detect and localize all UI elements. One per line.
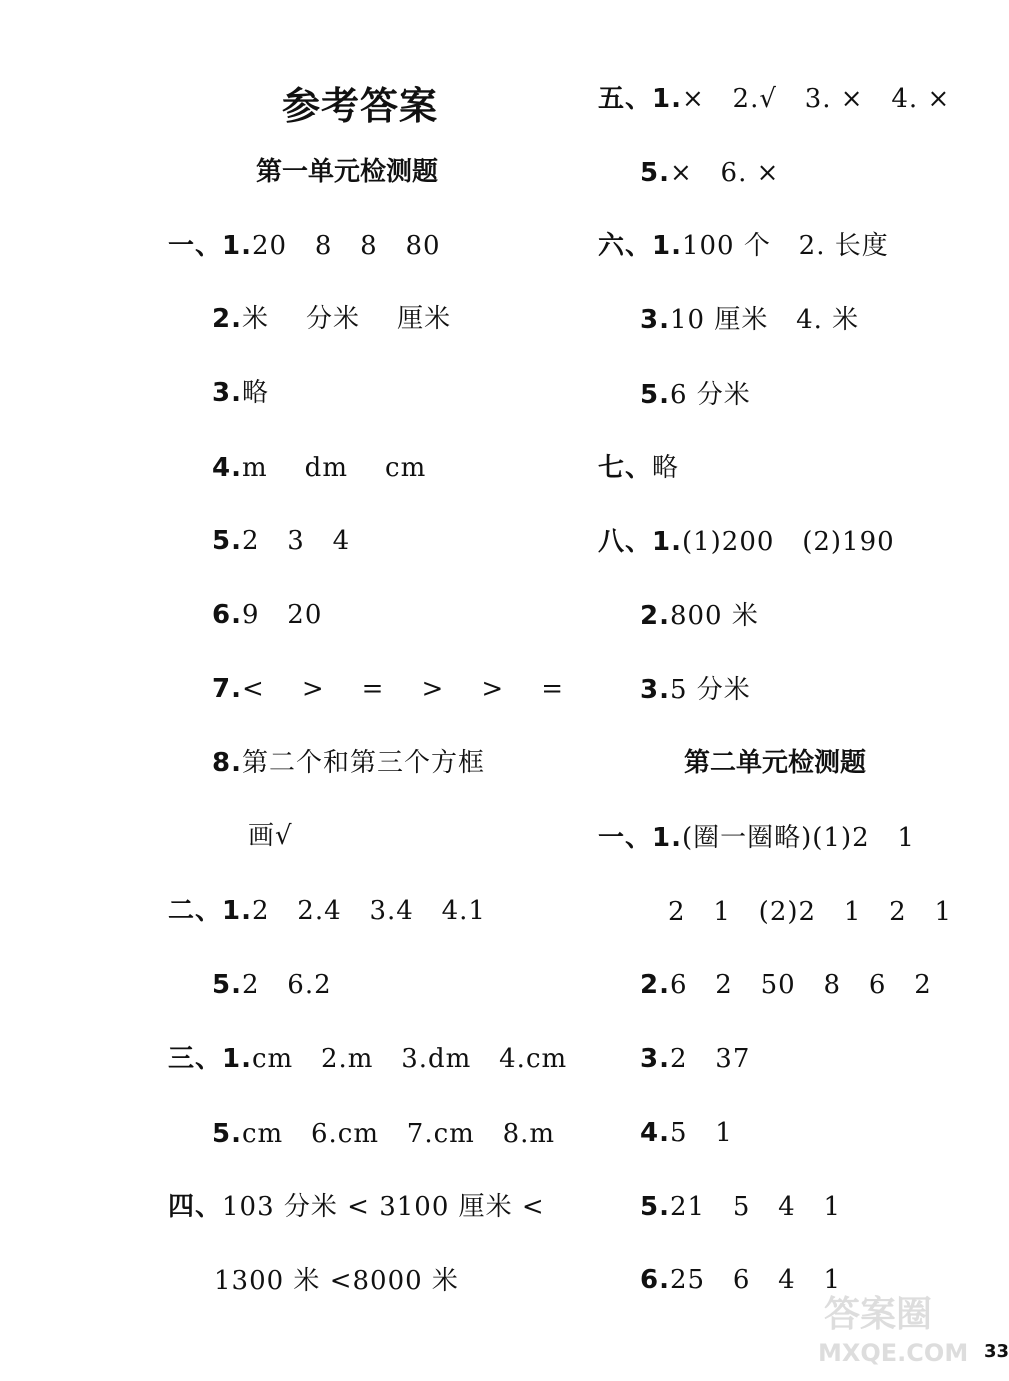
question-number: 5. <box>212 970 242 1000</box>
page-title: 参考答案 <box>282 84 439 128</box>
answer-text: 略 <box>241 378 269 408</box>
question-number: 4. <box>212 453 242 483</box>
question-number: 四、 <box>168 1192 223 1222</box>
question-number: 2. <box>640 970 670 1000</box>
answer-line <box>168 1041 567 1077</box>
answer-line <box>598 820 915 856</box>
answer-text: 10 厘米 4. 米 <box>669 305 860 335</box>
answer-text: 5 分米 <box>669 675 751 705</box>
question-number: 3. <box>212 378 242 408</box>
answer-line <box>212 375 269 411</box>
unit-1-heading: 第一单元检测题 <box>256 157 439 187</box>
question-number: 5. <box>640 158 670 188</box>
watermark-logo <box>818 1294 994 1374</box>
answer-text: < > = > > = <box>241 674 564 704</box>
answer-line <box>248 818 293 854</box>
answer-text: 第二个和第三个方框 <box>241 748 485 778</box>
answer-text: 画√ <box>248 821 293 851</box>
answer-text: 800 米 <box>669 601 759 631</box>
answer-text: m dm cm <box>241 453 427 483</box>
answer-line <box>640 672 751 708</box>
answer-text: 9 20 <box>241 600 323 630</box>
answer-text: 21 5 4 1 <box>669 1192 842 1222</box>
answer-text: 2 6.2 <box>241 970 332 1000</box>
unit-2-heading: 第二单元检测题 <box>684 748 867 778</box>
answer-text: 米 分米 厘米 <box>241 304 452 334</box>
question-number: 2. <box>212 304 242 334</box>
question-number: 4. <box>640 1118 670 1148</box>
answer-line <box>168 1189 545 1225</box>
answer-text: cm 2.m 3.dm 4.cm <box>251 1044 568 1074</box>
answer-line <box>640 1115 733 1151</box>
question-number: 5. <box>640 380 670 410</box>
answer-line <box>212 1116 555 1152</box>
answer-text: × 6. × <box>669 158 780 188</box>
question-number: 七、 <box>598 453 653 483</box>
question-number: 6. <box>640 1265 670 1295</box>
question-number: 7. <box>212 674 242 704</box>
answer-line <box>168 893 486 929</box>
answer-text: 6 分米 <box>669 380 751 410</box>
answer-line <box>212 597 322 633</box>
answer-text: 略 <box>652 453 680 483</box>
answer-line <box>212 450 426 486</box>
answer-line <box>640 302 859 338</box>
answer-line <box>212 523 350 559</box>
answer-line <box>640 1262 841 1298</box>
answer-line <box>212 301 451 337</box>
question-number: 5. <box>640 1192 670 1222</box>
answer-line <box>598 81 950 117</box>
watermark-bottom-text: MXQE.COM <box>818 1339 969 1367</box>
answer-line <box>212 671 564 707</box>
answer-line <box>640 155 779 191</box>
answer-line <box>640 377 751 413</box>
question-number: 5. <box>212 526 242 556</box>
question-number: 一、1. <box>168 231 252 261</box>
answer-text: × 2.√ 3. × 4. × <box>681 84 951 114</box>
question-number: 三、1. <box>168 1044 252 1074</box>
answer-line <box>598 450 679 486</box>
question-number: 3. <box>640 675 670 705</box>
answer-text: 25 6 4 1 <box>669 1265 842 1295</box>
answer-text: 20 8 8 80 <box>251 231 441 261</box>
answer-text: 2 1 (2)2 1 2 1 <box>668 897 953 927</box>
answer-line <box>598 524 895 560</box>
answer-line <box>212 745 485 781</box>
answer-text: 100 个 2. 长度 <box>681 231 889 261</box>
answer-line <box>640 1041 750 1077</box>
answer-text: (圈一圈略)(1)2 1 <box>681 823 915 853</box>
question-number: 2. <box>640 601 670 631</box>
question-number: 五、1. <box>598 84 682 114</box>
answer-text: 2 2.4 3.4 4.1 <box>251 896 486 926</box>
answer-line <box>214 1263 459 1299</box>
answer-text: 2 3 4 <box>241 526 351 556</box>
question-number: 3. <box>640 1044 670 1074</box>
answer-text: 2 37 <box>669 1044 751 1074</box>
answer-text: 5 1 <box>669 1118 733 1148</box>
answer-line <box>598 228 889 264</box>
answer-line <box>212 967 332 1003</box>
answer-text: 1300 米 <8000 米 <box>214 1266 459 1296</box>
question-number: 5. <box>212 1119 242 1149</box>
question-number: 一、1. <box>598 823 682 853</box>
answer-text: 6 2 50 8 6 2 <box>669 970 932 1000</box>
question-number: 6. <box>212 600 242 630</box>
answer-text: (1)200 (2)190 <box>681 527 895 557</box>
answer-text: cm 6.cm 7.cm 8.m <box>241 1119 556 1149</box>
answer-line <box>640 598 759 634</box>
question-number: 八、1. <box>598 527 682 557</box>
answer-line <box>668 894 952 930</box>
answer-line <box>168 228 441 264</box>
watermark-top-text: 答案圈 <box>824 1294 933 1335</box>
page-number: 33 <box>984 1341 1009 1362</box>
answer-line <box>640 1189 841 1225</box>
question-number: 8. <box>212 748 242 778</box>
question-number: 二、1. <box>168 896 252 926</box>
question-number: 3. <box>640 305 670 335</box>
question-number: 六、1. <box>598 231 682 261</box>
answer-text: 103 分米 < 3100 厘米 < <box>222 1192 545 1222</box>
answer-line <box>640 967 932 1003</box>
